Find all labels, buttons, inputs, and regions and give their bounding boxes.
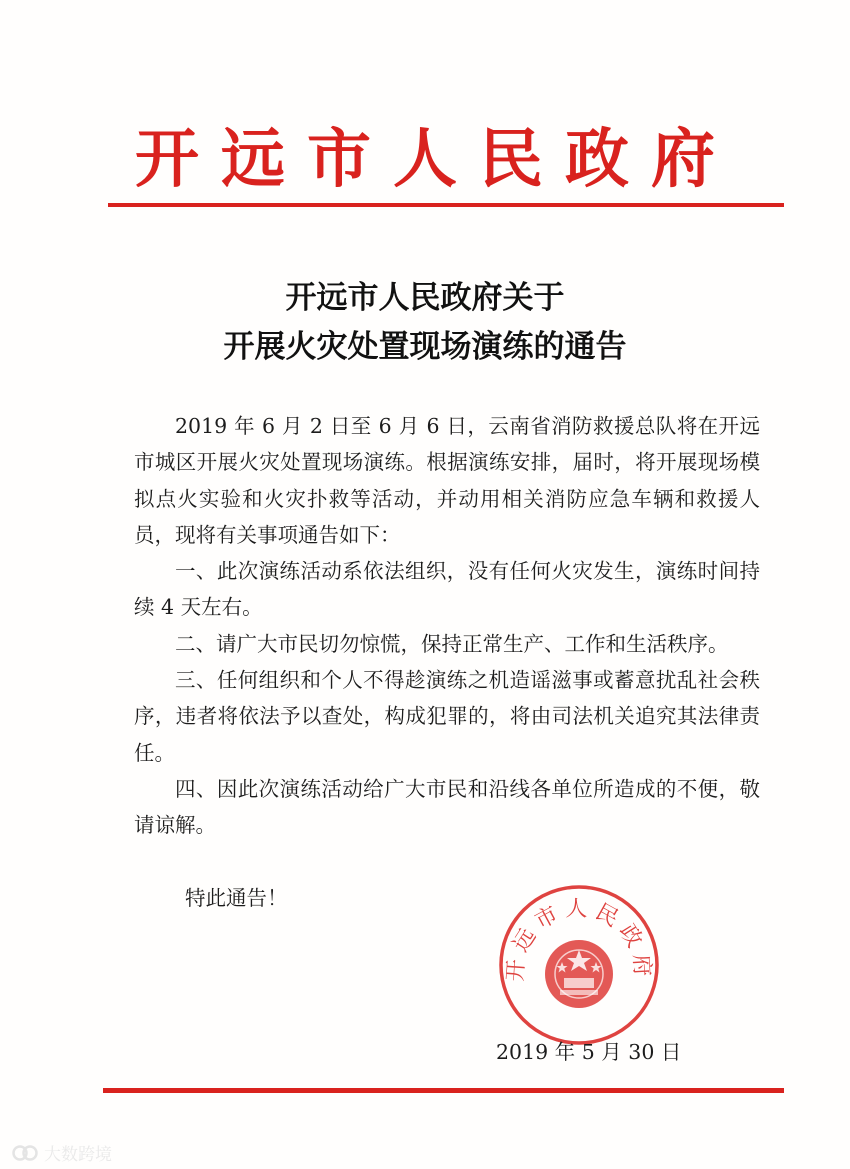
issue-date: 2019 年 5 月 30 日 [496,1040,682,1064]
masthead-title: 开远市人民政府 [135,122,737,197]
masthead-divider [108,203,784,207]
item-paragraph-1: 一、此次演练活动系依法组织，没有任何火灾发生，演练时间持续 4 天左右。 [134,559,760,620]
closing-text: 特此通告！ [185,886,288,910]
intro-paragraph: 2019 年 6 月 2 日至 6 月 6 日，云南省消防救援总队将在开远市城区开展火灾处置现场演练。根据演练安排，届时，将开展现场模拟点火实验和火灾扑救等活动，并动用相关消防应急车辆和救援人员，现将有关事项通告如下： [134,414,760,547]
item-paragraph-2: 二、请广大市民切勿惊慌，保持正常生产、工作和生活秩序。 [175,631,729,656]
notice-title-line-1: 开远市人民政府关于 [285,280,565,316]
footer-divider [103,1088,784,1093]
svg-text:开远市人民政府: 开远市人民政府 [503,896,655,984]
item-paragraph-4: 四、因此次演练活动给广大市民和沿线各单位所造成的不便，敬请谅解。 [134,776,760,838]
notice-title-line-2: 开展火灾处置现场演练的通告 [223,329,627,365]
item-paragraph-3: 三、任何组织和个人不得趁演练之机造谣滋事或蓄意扰乱社会秩序，违者将依法予以查处，构成犯罪的，将由司法机关追究其法律责任。 [134,668,760,765]
watermark-text: 大数跨境 [44,1145,112,1165]
notice-body [134,408,760,844]
watermark-logo-icon [12,1143,38,1163]
official-seal-icon [496,882,662,1048]
watermark [12,1140,112,1165]
